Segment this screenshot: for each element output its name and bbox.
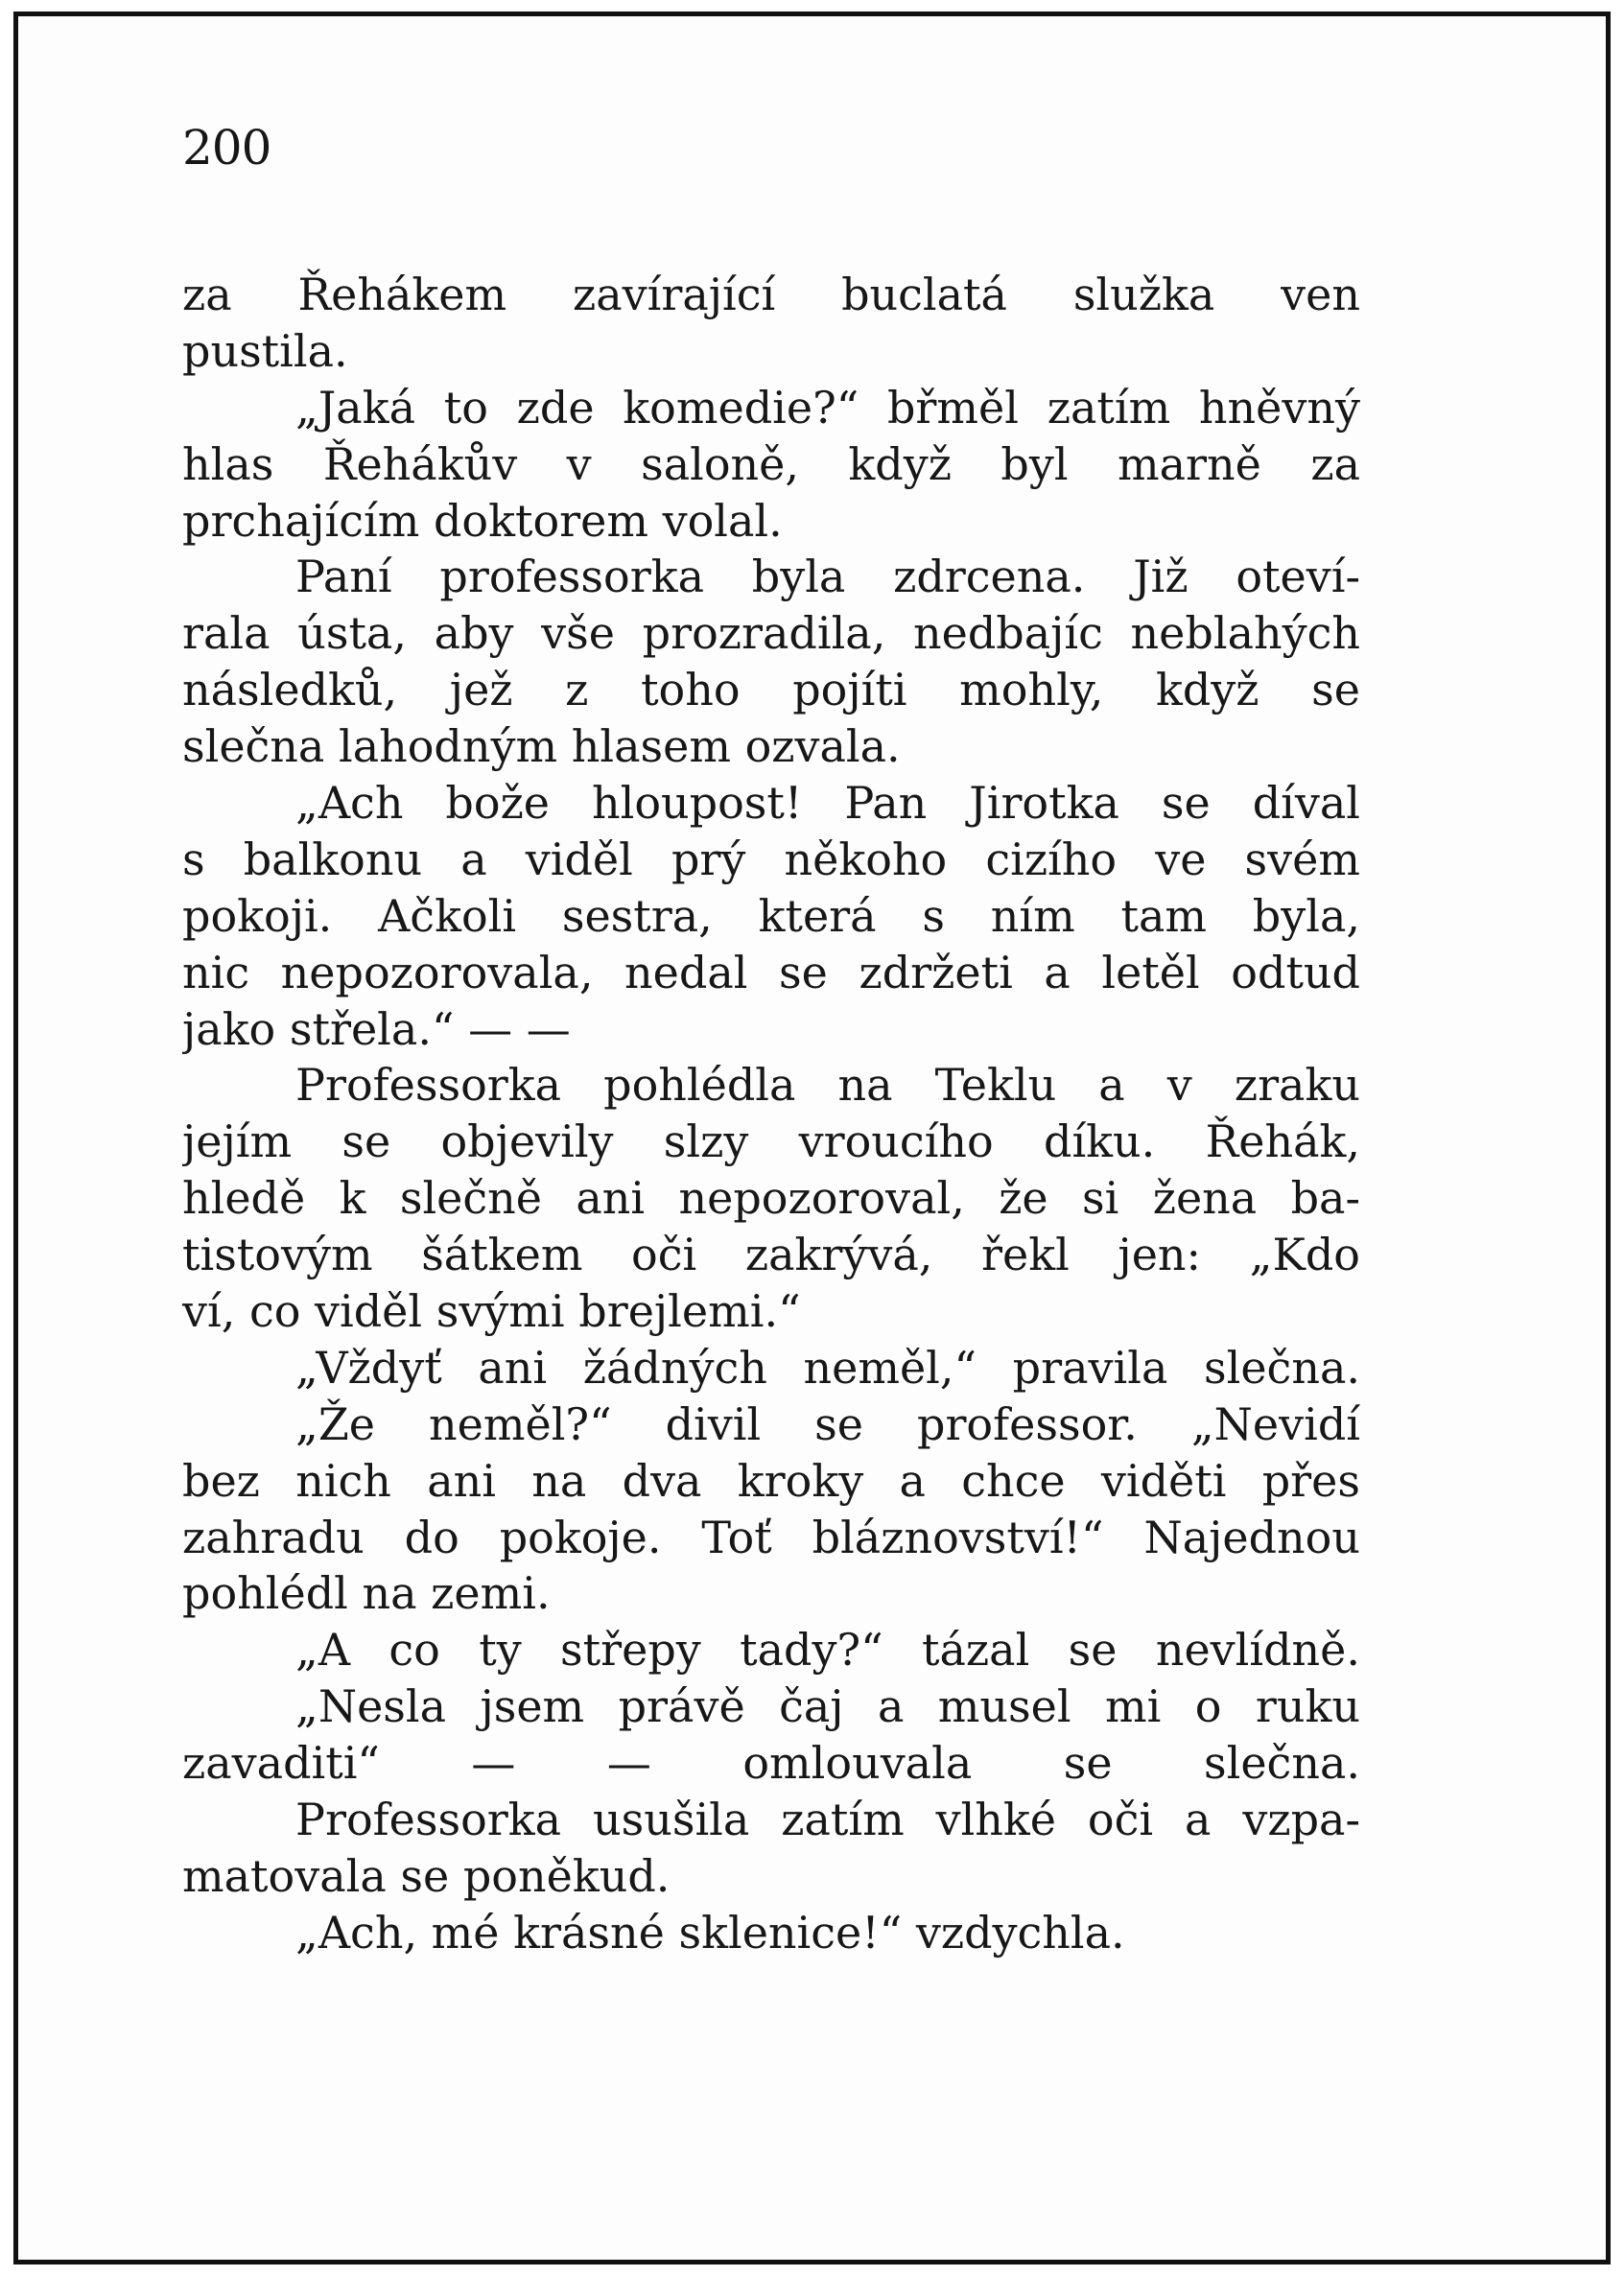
text-line: „Nesla jsem právě čaj a musel mi o ruku [295, 1680, 1360, 1733]
text-line: pustila. [182, 324, 348, 377]
text-line: „Vždyť ani žádných neměl,“ pravila slečna. [295, 1341, 1360, 1394]
text-line: prchajícím doktorem volal. [182, 494, 783, 547]
text-line: „Jaká to zde komedie?“ břměl zatím hněvný [295, 381, 1360, 434]
text-line: slečna lahodným hlasem ozvala. [182, 720, 901, 773]
text-line: tistovým šátkem oči zakrývá, řekl jen: „Kdo [182, 1229, 1360, 1281]
text-line: bez nich ani na dva kroky a chce viděti přes [182, 1454, 1360, 1507]
text-line: Professorka pohlédla na Teklu a v zraku [295, 1059, 1360, 1112]
text-line: jejím se objevily slzy vroucího díku. Řehák, [182, 1115, 1360, 1168]
text-line: následků, jež z toho pojíti mohly, když se [182, 664, 1360, 716]
text-line: pohlédl na zemi. [182, 1567, 551, 1620]
text-line: „A co ty střepy tady?“ tázal se nevlídně. [295, 1624, 1360, 1677]
text-line: ví, co viděl svými brejlemi.“ [182, 1285, 801, 1338]
text-line: „Ach bože hloupost! Pan Jirotka se díval [295, 777, 1360, 830]
book-page [13, 12, 1611, 2264]
text-line: s balkonu a viděl prý někoho cizího ve svém [182, 833, 1360, 885]
text-line: za Řehákem zavírající buclatá služka ven [182, 269, 1360, 320]
text-line: hlas Řehákův v saloně, když byl marně za [182, 437, 1360, 490]
text-line: rala ústa, aby vše prozradila, nedbajíc neblahých [182, 607, 1360, 660]
text-line: zavaditi“ — — omlouvala se slečna. [182, 1737, 1360, 1790]
text-line: hledě k slečně ani nepozoroval, že si žena ba- [182, 1172, 1360, 1225]
text-line: „Že neměl?“ divil se professor. „Nevidí [295, 1397, 1360, 1450]
text-line: nic nepozorovala, nedal se zdržeti a letěl odtud [182, 946, 1360, 998]
text-line: pokoji. Ačkoli sestra, která s ním tam byla, [182, 889, 1360, 942]
body-text [182, 267, 1360, 1961]
text-line: Paní professorka byla zdrcena. Již oteví- [295, 551, 1360, 603]
text-line: jako střela.“ — — [182, 1002, 571, 1055]
page-number: 200 [182, 120, 271, 176]
text-line: matovala se poněkud. [182, 1849, 671, 1902]
text-line: zahradu do pokoje. Toť bláznovství!“ Najednou [182, 1511, 1360, 1563]
text-line: Professorka usušila zatím vlhké oči a vzpa- [295, 1794, 1360, 1846]
text-line: „Ach, mé krásné sklenice!“ vzdychla. [295, 1906, 1125, 1959]
